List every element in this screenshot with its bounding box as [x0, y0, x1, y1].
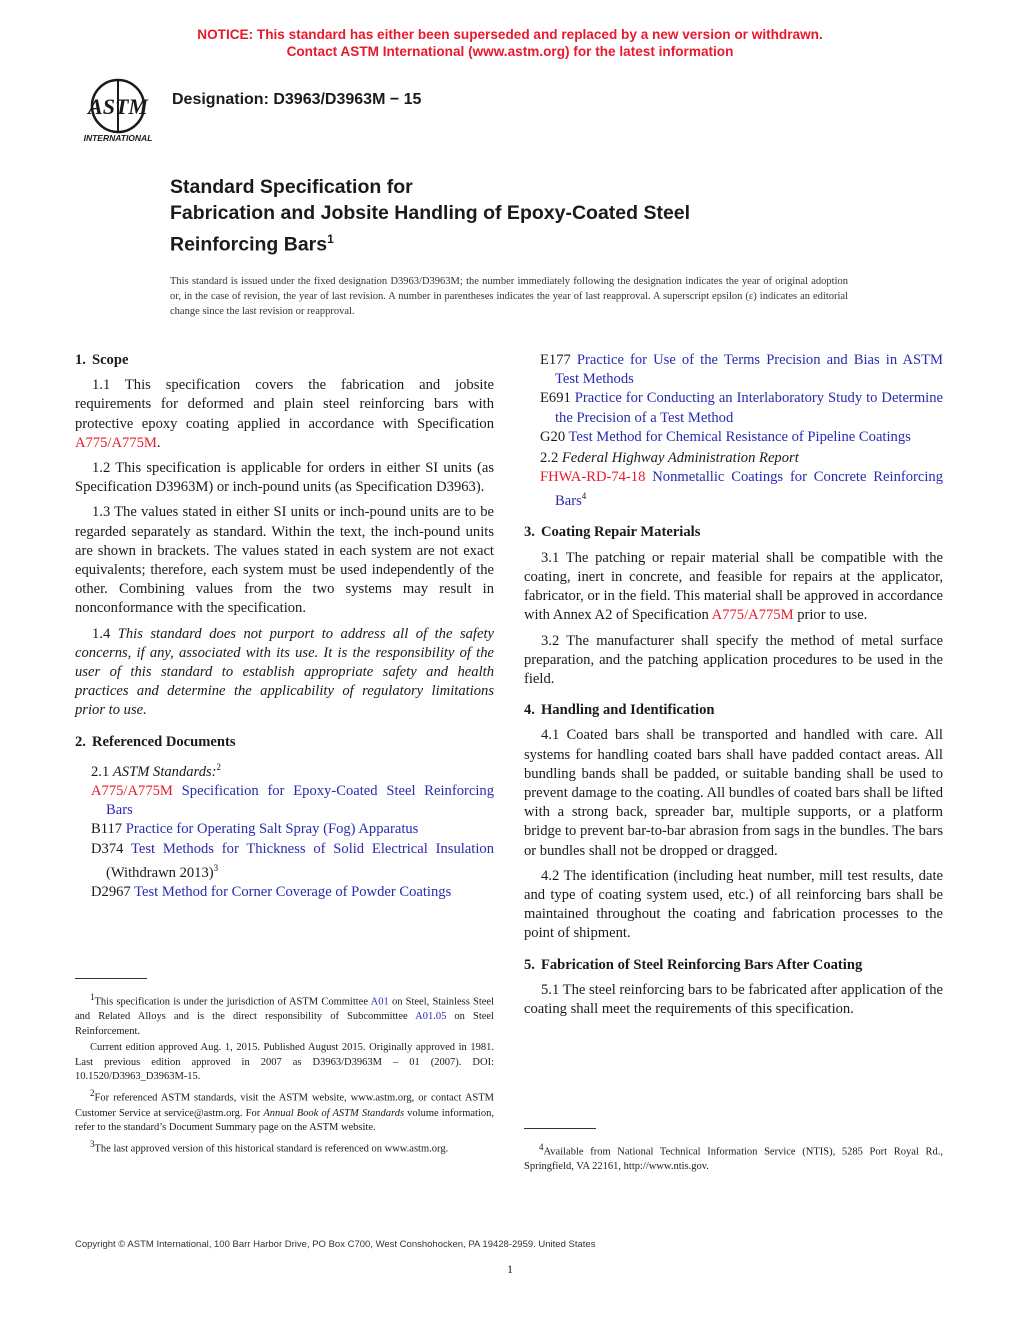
fn4-mark: 4: [539, 1142, 544, 1152]
fn2-text-b: volume information, refer to the standard’s Document Summary page on the ASTM website.: [75, 1107, 494, 1134]
ref-code: D2967: [91, 883, 131, 900]
astm-logo-icon: [74, 78, 162, 144]
intro-paragraph: This standard is issued under the fixed designation D3963/D3963M; the number immediately following the designation indicates the year of original adoption or, in the case of revision, the year of last revision. A number in parentheses indicates the year of last reapproval. A superscript epsilon (ε) indicates an editorial change since the last revision or reapproval.: [170, 276, 848, 317]
link-a01[interactable]: A01: [370, 996, 389, 1008]
subsection-2-1: [75, 758, 494, 782]
page-number: 1: [507, 1262, 513, 1276]
document-title: [170, 174, 870, 258]
para-3-1-end: prior to use.: [793, 607, 868, 624]
fn3-text: The last approved version of this historical standard is referenced on www.astm.org.: [94, 1143, 449, 1155]
ref-a775: [75, 782, 494, 820]
link-a01-05[interactable]: A01.05: [415, 1011, 447, 1023]
title-line-3-text: Reinforcing Bars: [170, 233, 328, 256]
para-1-2: 1.2 This specification is applicable for orders in either SI units (as Specification D3963M) or inch-pound units (as Specification D3963).: [75, 460, 494, 496]
fn3-mark: 3: [90, 1139, 95, 1150]
ref-fhwa: [524, 468, 943, 511]
ref-title[interactable]: Test Methods for Thickness of Solid Electrical Insulation: [130, 840, 494, 857]
ref-title[interactable]: Practice for Use of the Terms Precision and Bias in ASTM Test Methods: [555, 352, 943, 388]
section-5-title: Fabrication of Steel Reinforcing Bars After Coating: [540, 956, 863, 973]
ref-code: B117: [91, 821, 123, 838]
fn1-text-c: on Steel Reinforcement.: [75, 1011, 494, 1038]
ref-code: D374: [91, 840, 124, 857]
para-1-3: 1.3 The values stated in either SI units or inch-pound units are to be regarded separately as standard. Within the text, the inch-pound units are shown in brackets. The values stated in each system are not exact equivalents; therefore, each system must be used independently of the other. Combining values from the two systems may result in nonconformance with the specification.: [75, 504, 494, 617]
section-1-heading: [75, 351, 494, 370]
para-1-1: [75, 376, 494, 453]
footnotes-left: [75, 990, 494, 1158]
title-footnote-mark: 1: [327, 232, 334, 246]
subsection-2-1-label: ASTM Standards:: [112, 763, 217, 780]
section-2-heading: [75, 733, 494, 752]
footnote-rule-left: [75, 978, 147, 979]
ref-code: E177: [540, 352, 571, 368]
notice-line-1: NOTICE: This standard has either been superseded and replaced by a new version or withdrawn.: [197, 27, 823, 42]
ref-title[interactable]: Test Method for Corner Coverage of Powder Coatings: [134, 883, 452, 900]
link-a775[interactable]: A775/A775M: [711, 607, 794, 624]
section-4-number: 4.: [524, 702, 535, 719]
ref-g20: [524, 428, 943, 447]
footnote-1: [75, 990, 494, 1040]
para-1-4: [75, 625, 494, 721]
fn1-text-b: on Steel, Stainless Steel and Related Alloys and is the direct responsibility of Subcommittee: [75, 996, 494, 1023]
subsection-2-1-mark: 2: [216, 761, 222, 772]
ref-code[interactable]: A775/A775M: [91, 782, 173, 799]
title-line-2: Fabrication and Jobsite Handling of Epoxy-Coated Steel: [170, 202, 691, 224]
section-3-heading: [524, 523, 943, 542]
ref-b117: [75, 820, 494, 839]
section-1-number: 1.: [75, 352, 86, 368]
subsection-2-2-label: Federal Highway Administration Report: [561, 450, 799, 467]
notice-banner: [0, 26, 1020, 60]
ref-extra: (Withdrawn 2013): [106, 864, 214, 881]
section-3-title: Coating Repair Materials: [540, 524, 701, 541]
para-1-1-text: 1.1 This specification covers the fabrication and jobsite requirements for deformed and plain steel reinforcing bars with protective epoxy coating applied in accordance with Specification: [75, 377, 494, 432]
ref-d2967: [75, 883, 494, 902]
astm-international-logo: [74, 78, 162, 144]
footnote-4: [524, 1140, 943, 1175]
para-1-4-text: This standard does not purport to address all of the safety concerns, if any, associated with its use. It is the responsibility of the user of this standard to establish appropriate safety and health practices and determine the applicability of regulatory limitations prior to use.: [75, 625, 494, 719]
ref-d374-mark: 3: [213, 862, 219, 873]
fn2-italic: Annual Book of ASTM Standards: [263, 1107, 405, 1119]
notice-line-2: Contact ASTM International (www.astm.org) for the latest information: [286, 44, 734, 59]
fn2-text-a: For referenced ASTM standards, visit the ASTM website, www.astm.org, or contact ASTM Customer Service at service@astm.org. For: [75, 1092, 494, 1119]
left-column: [75, 351, 494, 902]
footnote-rule-right: [524, 1128, 596, 1129]
link-a775[interactable]: A775/A775M: [75, 434, 157, 451]
section-5-heading: [524, 956, 943, 975]
fn4-text: Available from National Technical Information Service (NTIS), 5285 Port Royal Rd., Springfield, VA 22161, http://www.ntis.gov.: [524, 1146, 943, 1173]
para-3-2: 3.2 The manufacturer shall specify the method of metal surface preparation, and the patching application procedures to be used in the field.: [524, 632, 943, 687]
ref-code[interactable]: FHWA-RD-74-18: [540, 469, 646, 486]
ref-title[interactable]: Specification for Epoxy-Coated Steel Reinforcing Bars: [106, 782, 494, 819]
para-4-2: 4.2 The identification (including heat number, mill test results, date and type of coating system used, etc.) of all reinforcing bars shall be maintained throughout the coating and fabrication processes to the point of shipment.: [524, 867, 943, 942]
section-2-number: 2.: [75, 733, 86, 750]
fn2-mark: 2: [90, 1088, 95, 1099]
designation: Designation: D3963/D3963M − 15: [172, 91, 422, 108]
ref-title[interactable]: Practice for Conducting an Interlaboratory Study to Determine the Precision of a Test Method: [555, 390, 944, 426]
fn1-text-a: This specification is under the jurisdiction of ASTM Committee: [94, 996, 371, 1008]
subsection-2-1-num: 2.1: [91, 763, 113, 780]
ref-e691: [524, 389, 943, 427]
section-2-title: Referenced Documents: [91, 733, 236, 750]
section-1-title: Scope: [91, 352, 129, 368]
logo-letters: ASTM: [88, 94, 148, 119]
ref-code: G20: [540, 428, 566, 445]
para-3-1-text: 3.1 The patching or repair material shall be compatible with the coating, inert in concrete, and feasible for repairs at the applicator, fabricator, or in the field. This material shall be approved in accordance with Annex A2 of Specification: [524, 549, 943, 624]
ref-code: E691: [540, 390, 571, 407]
para-5-1: 5.1 The steel reinforcing bars to be fabricated after application of the coating shall meet the requirements of this specification.: [524, 981, 943, 1017]
ref-title[interactable]: Test Method for Chemical Resistance of Pipeline Coatings: [568, 428, 911, 445]
section-5-number: 5.: [524, 956, 535, 973]
right-column: [524, 351, 943, 1025]
ref-fhwa-mark: 4: [581, 491, 587, 502]
footnote-1-edition: Current edition approved Aug. 1, 2015. Published August 2015. Originally approved in 1981. Last previous edition approved in 2007 as D3963/D3963M – 01 (2007). DOI: 10.1520/D3963_D3963M-15.: [75, 1041, 494, 1083]
para-3-1: [524, 549, 943, 626]
subsection-2-2-num: 2.2: [540, 450, 562, 467]
section-3-number: 3.: [524, 524, 535, 541]
para-1-4-num: 1.4: [92, 625, 118, 642]
title-line-3: [170, 226, 870, 258]
logo-caption: INTERNATIONAL: [83, 133, 153, 143]
section-4-title: Handling and Identification: [540, 702, 715, 719]
copyright-line: Copyright © ASTM International, 100 Barr Harbor Drive, PO Box C700, West Conshohocken, PA 19428-2959. United States: [75, 1239, 596, 1250]
footnote-2: [75, 1086, 494, 1136]
subsection-2-2: [524, 449, 943, 468]
footnotes-right: [524, 1140, 943, 1176]
fn1-mark: 1: [90, 992, 95, 1002]
ref-d374: [75, 840, 494, 883]
para-1-1-end: .: [156, 434, 161, 451]
ref-title[interactable]: Practice for Operating Salt Spray (Fog) Apparatus: [125, 821, 419, 838]
ref-title[interactable]: Nonmetallic Coatings for Concrete Reinforcing Bars: [555, 469, 944, 510]
footnote-3: [75, 1137, 494, 1157]
para-4-1: 4.1 Coated bars shall be transported and handled with care. All systems for handling coated bars shall have padded contact areas. All bundling bands shall be padded, or suitable banding shall be used to prevent damage to the coating. All bundles of coated bars shall be lifted with a strong back, spreader bar, multiple supports, or a platform bridge to prevent bar-to-bar abrasion from sags in the bundles. The bars or bundles shall not be dropped or dragged.: [524, 727, 943, 859]
title-line-1: Standard Specification for: [170, 176, 413, 198]
section-4-heading: [524, 701, 943, 720]
ref-e177: [524, 351, 943, 389]
